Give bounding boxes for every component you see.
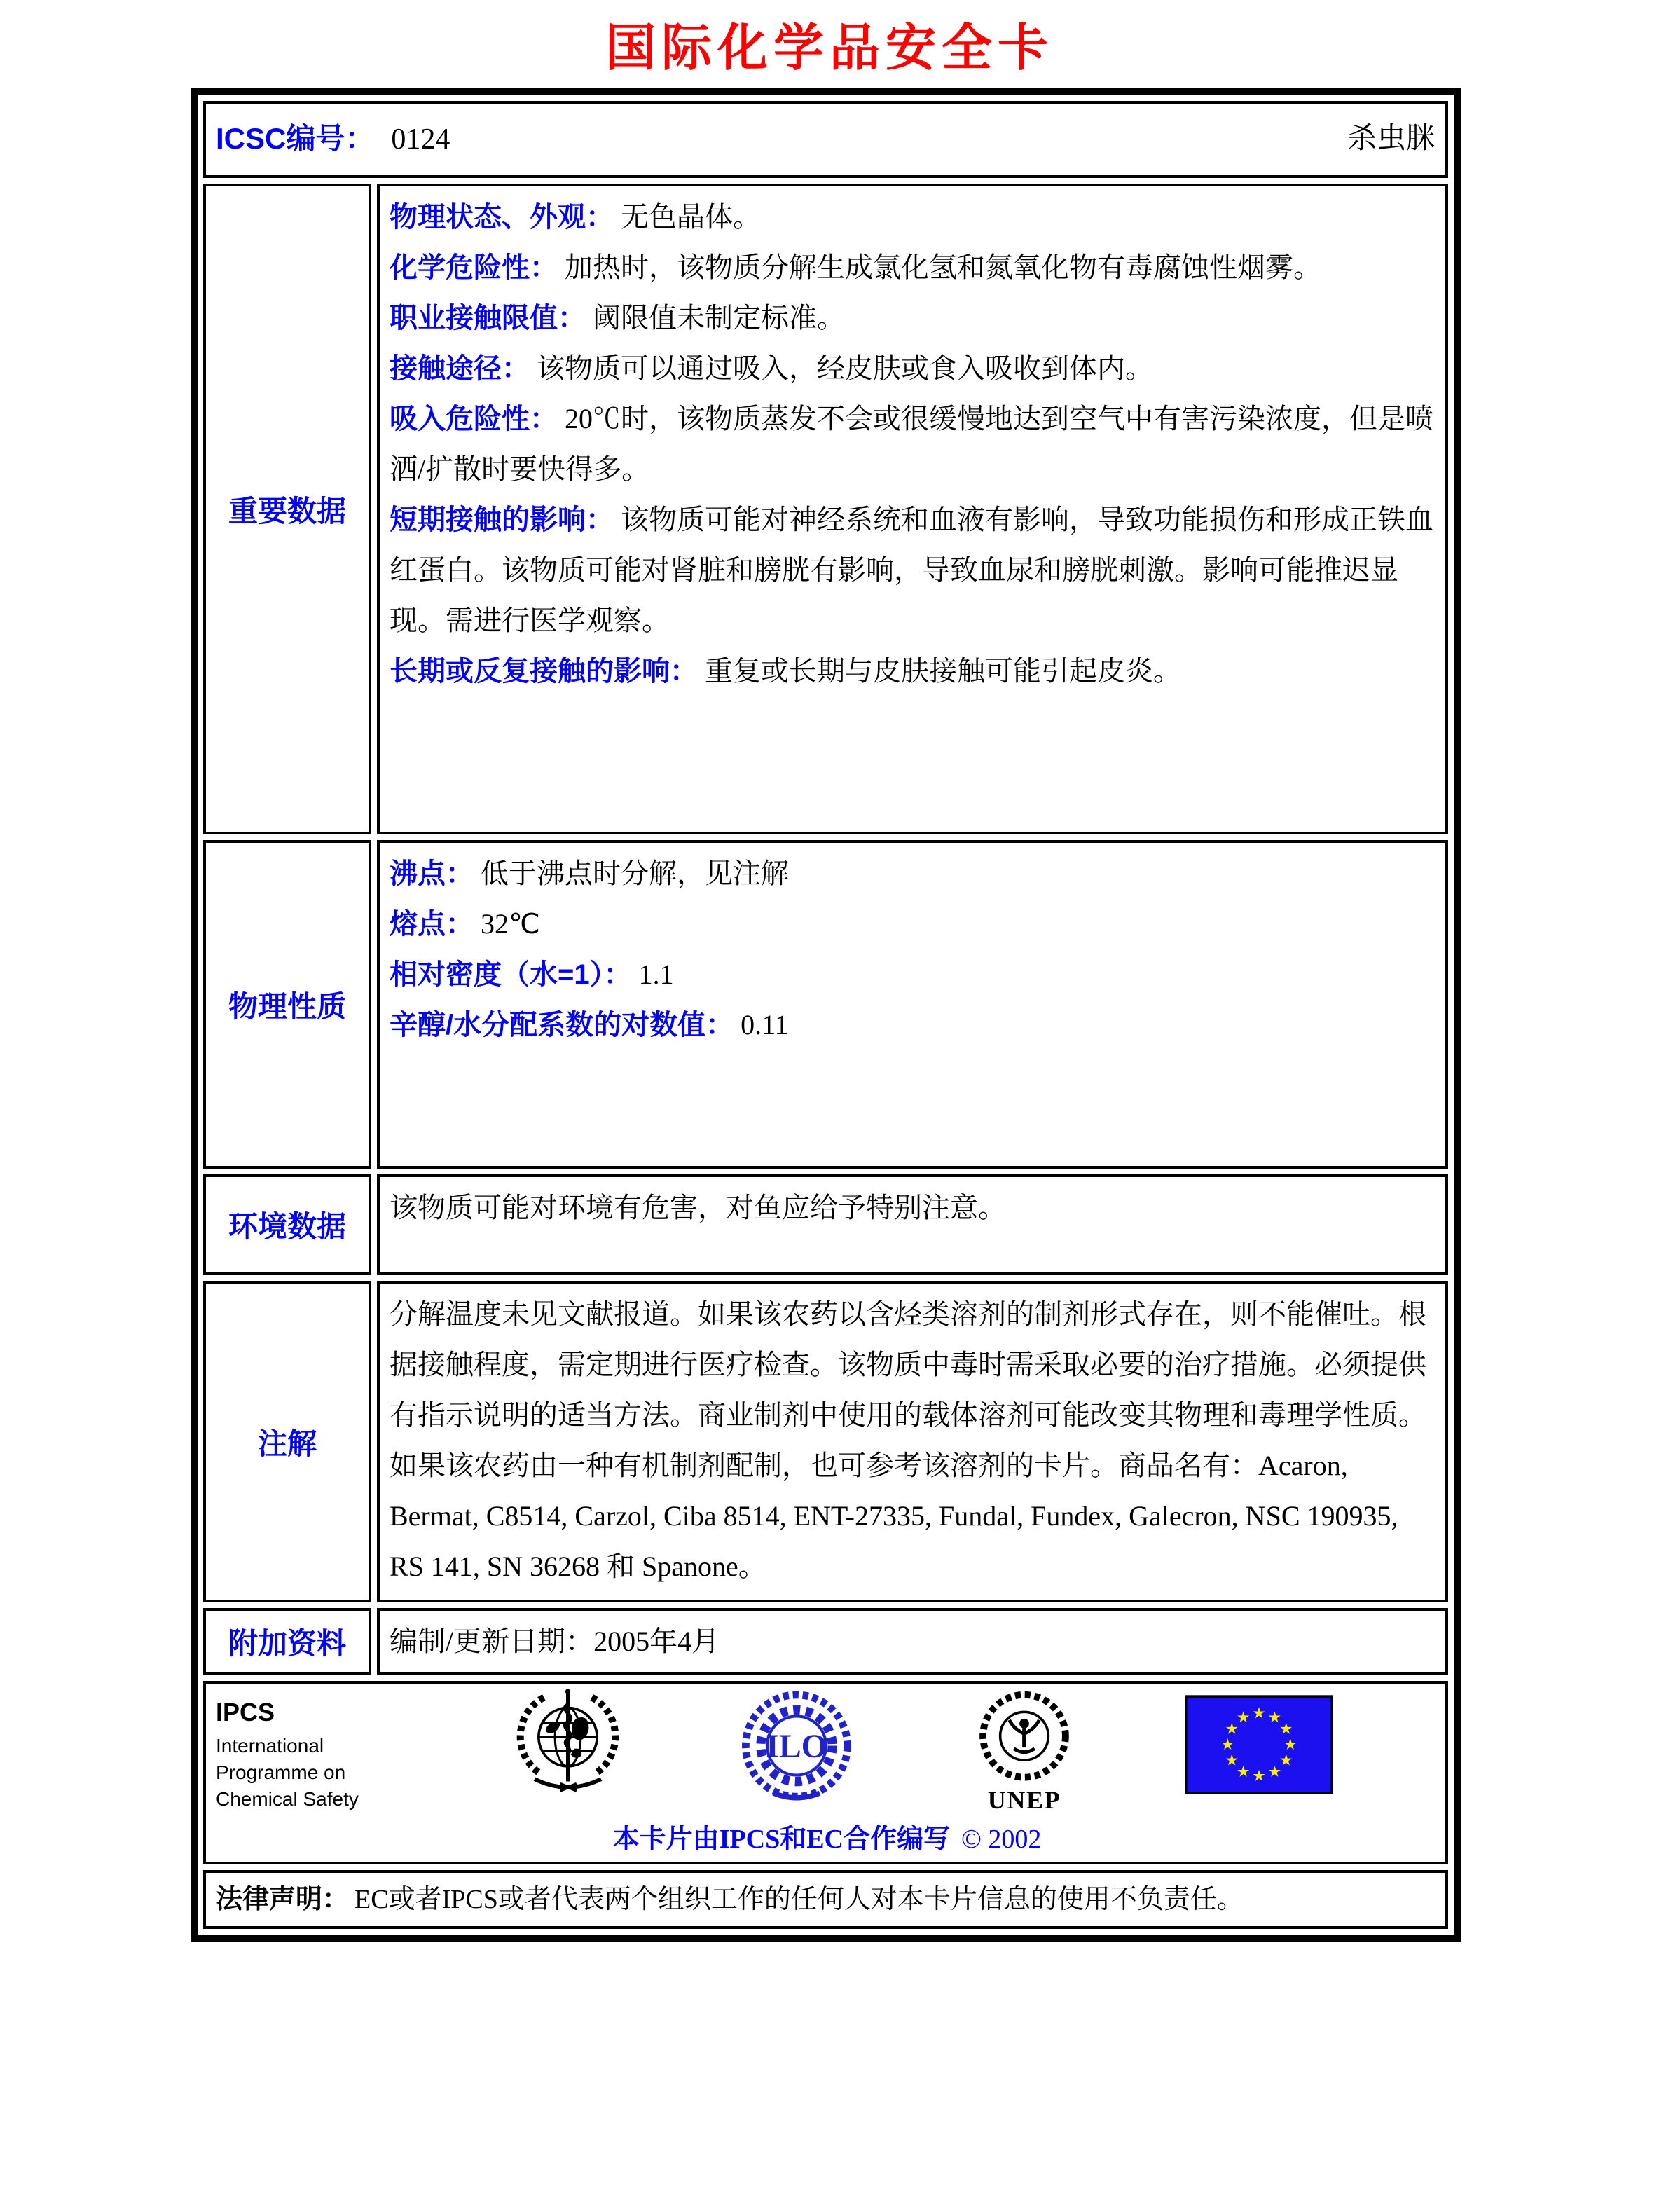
environmental-data-row <box>203 1174 1448 1275</box>
icsc-card-table <box>191 88 1461 1942</box>
ilo-logo-icon <box>730 1688 863 1804</box>
item-label: 职业接触限值： <box>390 303 586 334</box>
section-label-environmental-data: 环境数据 <box>203 1174 371 1275</box>
legal-label: 法律声明： <box>216 1884 350 1914</box>
section-label-additional-info: 附加资料 <box>203 1608 371 1675</box>
important-data-item <box>390 242 1436 293</box>
important-data-row <box>203 184 1448 834</box>
item-text: 0.11 <box>741 1009 789 1040</box>
ipcs-line: Chemical Safety <box>216 1787 359 1810</box>
item-label: 相对密度（水=1）： <box>390 959 632 990</box>
icsc-number-value: 0124 <box>391 123 450 156</box>
physical-property-item <box>390 949 1436 1000</box>
section-label-notes: 注解 <box>203 1281 371 1602</box>
notes-text: 分解温度未见文献报道。如果该农药以含烃类溶剂的制剂形式存在，则不能催吐。根据接触程度，需定期进行医疗检查。该物质中毒时需采取必要的治疗措施。必须提供有指示说明的适当方法。商业制剂中使用的载体溶剂可能改变其物理和毒理学性质。如果该农药由一种有机制剂配制，也可参考该溶剂的卡片。商品名有：Acaron, Bermat, C8514, Carzol, Ciba 8514, ENT-27335, Fundal, Fundex, Galecron, NSC 190935, RS 141, SN 36268 和 Spanone。 <box>390 1298 1426 1582</box>
eu-flag-icon <box>1185 1695 1333 1794</box>
footer-caption-text: 本卡片由IPCS和EC合作编写 <box>612 1825 950 1854</box>
item-text: 无色晶体。 <box>621 201 761 233</box>
important-data-item <box>390 293 1436 343</box>
important-data-item <box>390 646 1436 696</box>
item-label: 熔点： <box>390 909 474 940</box>
environmental-data-text: 该物质可能对环境有危害，对鱼应给予特别注意。 <box>390 1192 1006 1223</box>
important-data-item <box>390 192 1436 242</box>
item-text: 阈限值未制定标准。 <box>593 302 845 334</box>
item-label: 吸入危险性： <box>390 404 558 434</box>
item-label: 短期接触的影响： <box>390 504 614 535</box>
footer-row <box>203 1681 1448 1864</box>
item-label: 接触途径： <box>390 353 530 384</box>
important-data-item <box>390 495 1436 646</box>
notes-content <box>377 1281 1448 1602</box>
footer-copyright: © 2002 <box>961 1825 1042 1854</box>
ipcs-text-block <box>216 1688 405 1812</box>
header-row <box>203 101 1448 178</box>
additional-info-row <box>203 1608 1448 1675</box>
eu-flag-wrap <box>1185 1688 1333 1798</box>
chemical-name: 杀虫脒 <box>1347 123 1436 156</box>
important-data-item <box>390 394 1436 495</box>
icsc-number-label: ICSC编号： <box>216 122 375 156</box>
unep-logo-text: UNEP <box>987 1785 1061 1814</box>
important-data-item <box>390 343 1436 394</box>
header-cell <box>203 101 1448 178</box>
item-label: 辛醇/水分配系数的对数值： <box>390 1010 734 1040</box>
notes-row <box>203 1281 1448 1602</box>
logos-row <box>216 1688 1438 1814</box>
ipcs-line: Programme on <box>216 1761 346 1783</box>
item-text: 加热时，该物质分解生成氯化氢和氮氧化物有毒腐蚀性烟雾。 <box>565 252 1321 283</box>
physical-property-item <box>390 1000 1436 1050</box>
ipcs-line: International <box>216 1735 324 1757</box>
environmental-data-content <box>377 1174 1448 1275</box>
item-label: 沸点： <box>390 858 474 889</box>
item-label: 物理状态、外观： <box>390 202 614 233</box>
section-label-important-data: 重要数据 <box>203 184 371 834</box>
who-logo-icon <box>500 1688 636 1805</box>
item-label: 化学危险性： <box>390 252 558 283</box>
legal-text: EC或者IPCS或者代表两个组织工作的任何人对本卡片信息的使用不负责任。 <box>354 1884 1244 1914</box>
item-text: 该物质可能对神经系统和血液有影响，导致功能损伤和形成正铁血红蛋白。该物质可能对肾脏和膀胱有影响，导致血尿和膀胱刺激。影响可能推迟显现。需进行医学观察。 <box>390 504 1433 636</box>
footer-caption <box>216 1817 1438 1855</box>
item-text: 低于沸点时分解，见注解 <box>481 858 789 889</box>
physical-property-item <box>390 849 1436 899</box>
item-label: 长期或反复接触的影响： <box>390 656 698 687</box>
important-data-content <box>377 184 1448 834</box>
footer-cell <box>203 1681 1448 1864</box>
legal-row <box>203 1870 1448 1929</box>
physical-property-item <box>390 899 1436 949</box>
ilo-logo-text: ILO <box>766 1728 827 1765</box>
item-text: 20℃时，该物质蒸发不会或很缓慢地达到空气中有害污染浓度，但是喷洒/扩散时要快得多。 <box>390 403 1433 485</box>
additional-info-text: 编制/更新日期：2005年4月 <box>390 1626 720 1657</box>
item-text: 32℃ <box>481 908 540 940</box>
item-text: 该物质可以通过吸入，经皮肤或食入吸收到体内。 <box>537 352 1153 384</box>
item-text: 重复或长期与皮肤接触可能引起皮炎。 <box>705 655 1181 687</box>
section-label-physical-properties: 物理性质 <box>203 840 371 1169</box>
icsc-number-group <box>216 112 450 167</box>
physical-properties-content <box>377 840 1448 1169</box>
legal-cell <box>203 1870 1448 1929</box>
unep-logo-icon <box>958 1688 1091 1814</box>
page-title: 国际化学品安全卡 <box>605 20 1054 76</box>
item-text: 1.1 <box>638 959 674 990</box>
physical-properties-row <box>203 840 1448 1169</box>
additional-info-content <box>377 1608 1448 1675</box>
ipcs-acronym: IPCS <box>216 1698 275 1726</box>
